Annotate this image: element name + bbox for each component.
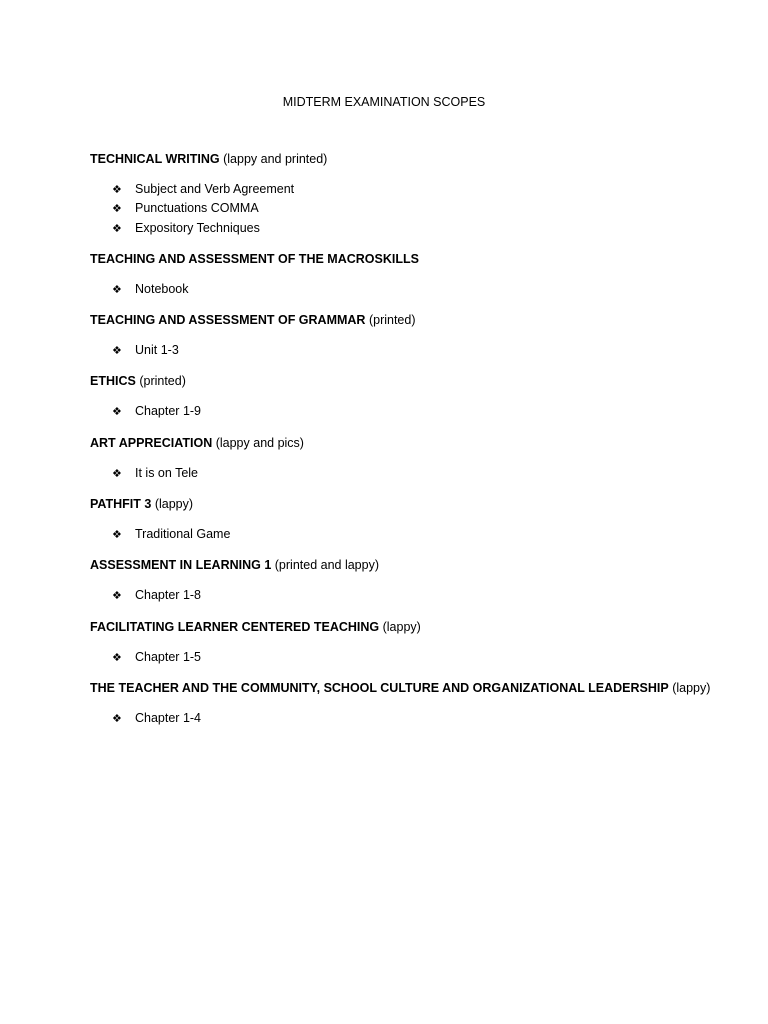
section-pathfit: [90, 496, 730, 544]
diamond-cross-bullet-icon: ❖: [112, 711, 122, 725]
diamond-cross-bullet-icon: ❖: [112, 202, 122, 216]
list-item: [90, 219, 730, 238]
list-item: [90, 586, 730, 605]
section-heading: [90, 619, 730, 635]
section-name: ASSESSMENT IN LEARNING 1: [90, 558, 272, 573]
section-note: (lappy): [154, 497, 194, 512]
section-name: TECHNICAL WRITING: [90, 152, 220, 166]
list-item-text: Chapter 1-8: [135, 588, 202, 603]
section-items: [90, 280, 730, 299]
document-title: MIDTERM EXAMINATION SCOPES: [282, 95, 486, 109]
section-name: THE TEACHER AND THE COMMUNITY, SCHOOL CULTURE AND ORGANIZATIONAL LEADERSHIP: [90, 680, 669, 695]
list-item: [90, 402, 730, 421]
list-item: [90, 464, 730, 483]
section-name: ART APPRECIATION: [90, 435, 213, 450]
diamond-cross-bullet-icon: ❖: [112, 344, 122, 358]
diamond-cross-bullet-icon: ❖: [112, 466, 122, 480]
section-heading: [90, 151, 730, 167]
diamond-cross-bullet-icon: ❖: [112, 405, 122, 419]
section-items: [90, 525, 730, 544]
section-note: (lappy): [672, 680, 711, 695]
section-name: TEACHING AND ASSESSMENT OF THE MACROSKILLS: [90, 251, 419, 266]
diamond-cross-bullet-icon: ❖: [112, 650, 122, 664]
section-note: (lappy and pics): [215, 435, 304, 450]
list-item-text: Expository Techniques: [135, 220, 260, 235]
section-teacher-community: [90, 680, 730, 728]
section-items: [90, 341, 730, 360]
section-grammar: [90, 312, 730, 360]
section-macroskills: [90, 251, 730, 299]
section-items: [90, 402, 730, 421]
diamond-cross-bullet-icon: ❖: [112, 183, 122, 196]
section-note: (printed): [368, 313, 416, 328]
section-name: TEACHING AND ASSESSMENT OF GRAMMAR: [90, 313, 366, 328]
section-heading: [90, 312, 730, 328]
section-items: [90, 648, 730, 667]
diamond-cross-bullet-icon: ❖: [112, 282, 122, 296]
list-item: [90, 648, 730, 667]
section-note: (lappy): [382, 619, 421, 634]
list-item-text: Chapter 1-5: [135, 649, 202, 664]
section-heading: [90, 496, 730, 512]
list-item-text: Chapter 1-9: [135, 404, 202, 419]
section-items: [90, 709, 730, 728]
list-item-text: Subject and Verb Agreement: [135, 182, 295, 196]
list-item-text: It is on Tele: [135, 465, 199, 480]
diamond-cross-bullet-icon: ❖: [112, 221, 122, 235]
section-heading: [90, 680, 730, 696]
section-facilitating-learner: [90, 619, 730, 667]
section-heading: [90, 251, 730, 267]
list-item: [90, 525, 730, 544]
section-note: (lappy and printed): [223, 152, 328, 166]
list-item: [90, 341, 730, 360]
section-heading: [90, 557, 730, 573]
list-item: [90, 709, 730, 728]
section-ethics: [90, 373, 730, 421]
list-item-text: Chapter 1-4: [135, 710, 202, 725]
section-items: [90, 464, 730, 483]
section-assessment-learning: [90, 557, 730, 605]
list-item-text: Punctuations COMMA: [135, 201, 259, 216]
list-item-text: Notebook: [135, 281, 189, 296]
list-item: [90, 180, 730, 199]
diamond-cross-bullet-icon: ❖: [112, 589, 122, 603]
diamond-cross-bullet-icon: ❖: [112, 528, 122, 542]
list-item-text: Traditional Game: [135, 527, 231, 542]
section-technical-writing: [90, 151, 730, 238]
section-note: (printed and lappy): [274, 558, 379, 573]
section-heading: [90, 373, 730, 389]
section-items: [90, 180, 730, 238]
section-name: PATHFIT 3: [90, 497, 152, 512]
section-items: [90, 586, 730, 605]
section-heading: [90, 435, 730, 451]
list-item: [90, 199, 730, 218]
document-content: [90, 151, 730, 741]
list-item-text: Unit 1-3: [135, 343, 179, 358]
section-art-appreciation: [90, 435, 730, 483]
section-name: ETHICS: [90, 374, 136, 389]
list-item: [90, 280, 730, 299]
section-note: (printed): [139, 374, 186, 389]
section-name: FACILITATING LEARNER CENTERED TEACHING: [90, 619, 380, 634]
